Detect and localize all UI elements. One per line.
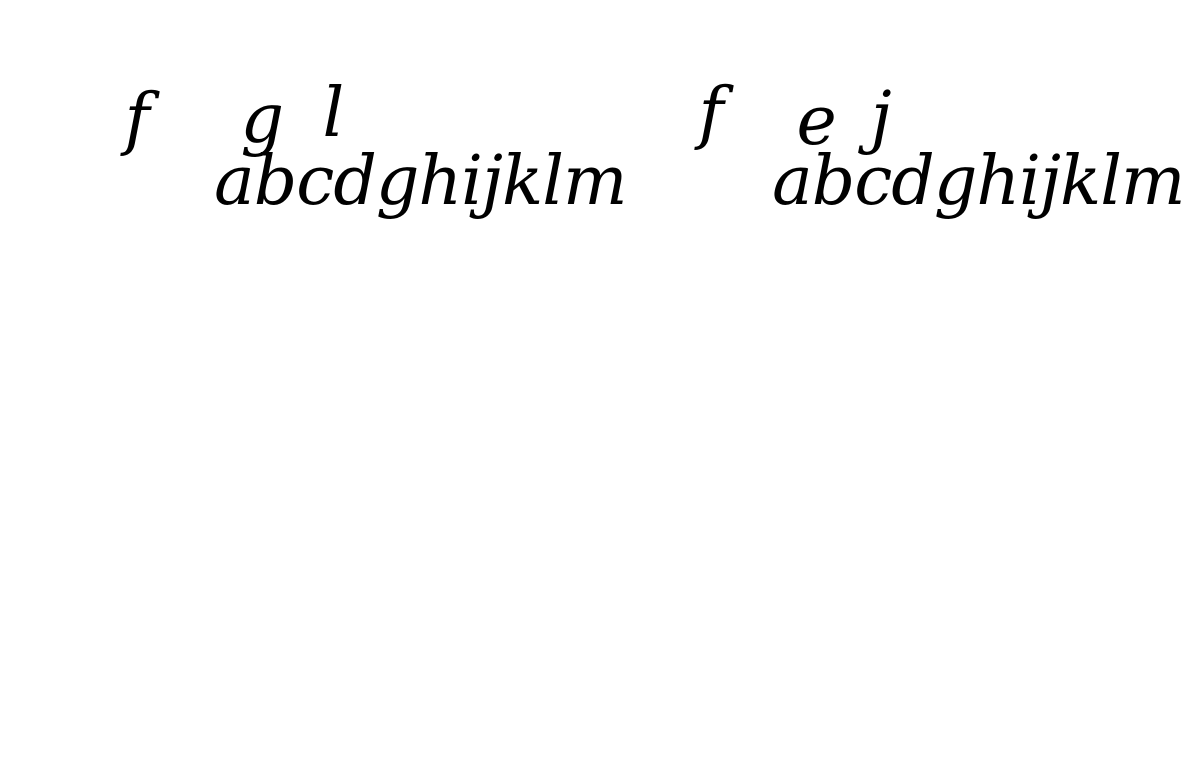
formula-first — [90, 74, 627, 488]
formula-first-text: abcdghijklm — [214, 142, 627, 221]
math-expression — [8, 12, 1184, 556]
overlay-glyph: l — [322, 74, 344, 153]
overlay-glyph: f — [698, 74, 723, 153]
overlay-glyph: e — [796, 82, 836, 161]
overlay-glyph: g — [240, 80, 283, 159]
formula-second — [648, 74, 1184, 488]
formula-second-text: abcdghijklm — [772, 142, 1184, 221]
overlay-glyph: j — [870, 78, 891, 157]
overlay-glyph: f — [124, 80, 149, 159]
